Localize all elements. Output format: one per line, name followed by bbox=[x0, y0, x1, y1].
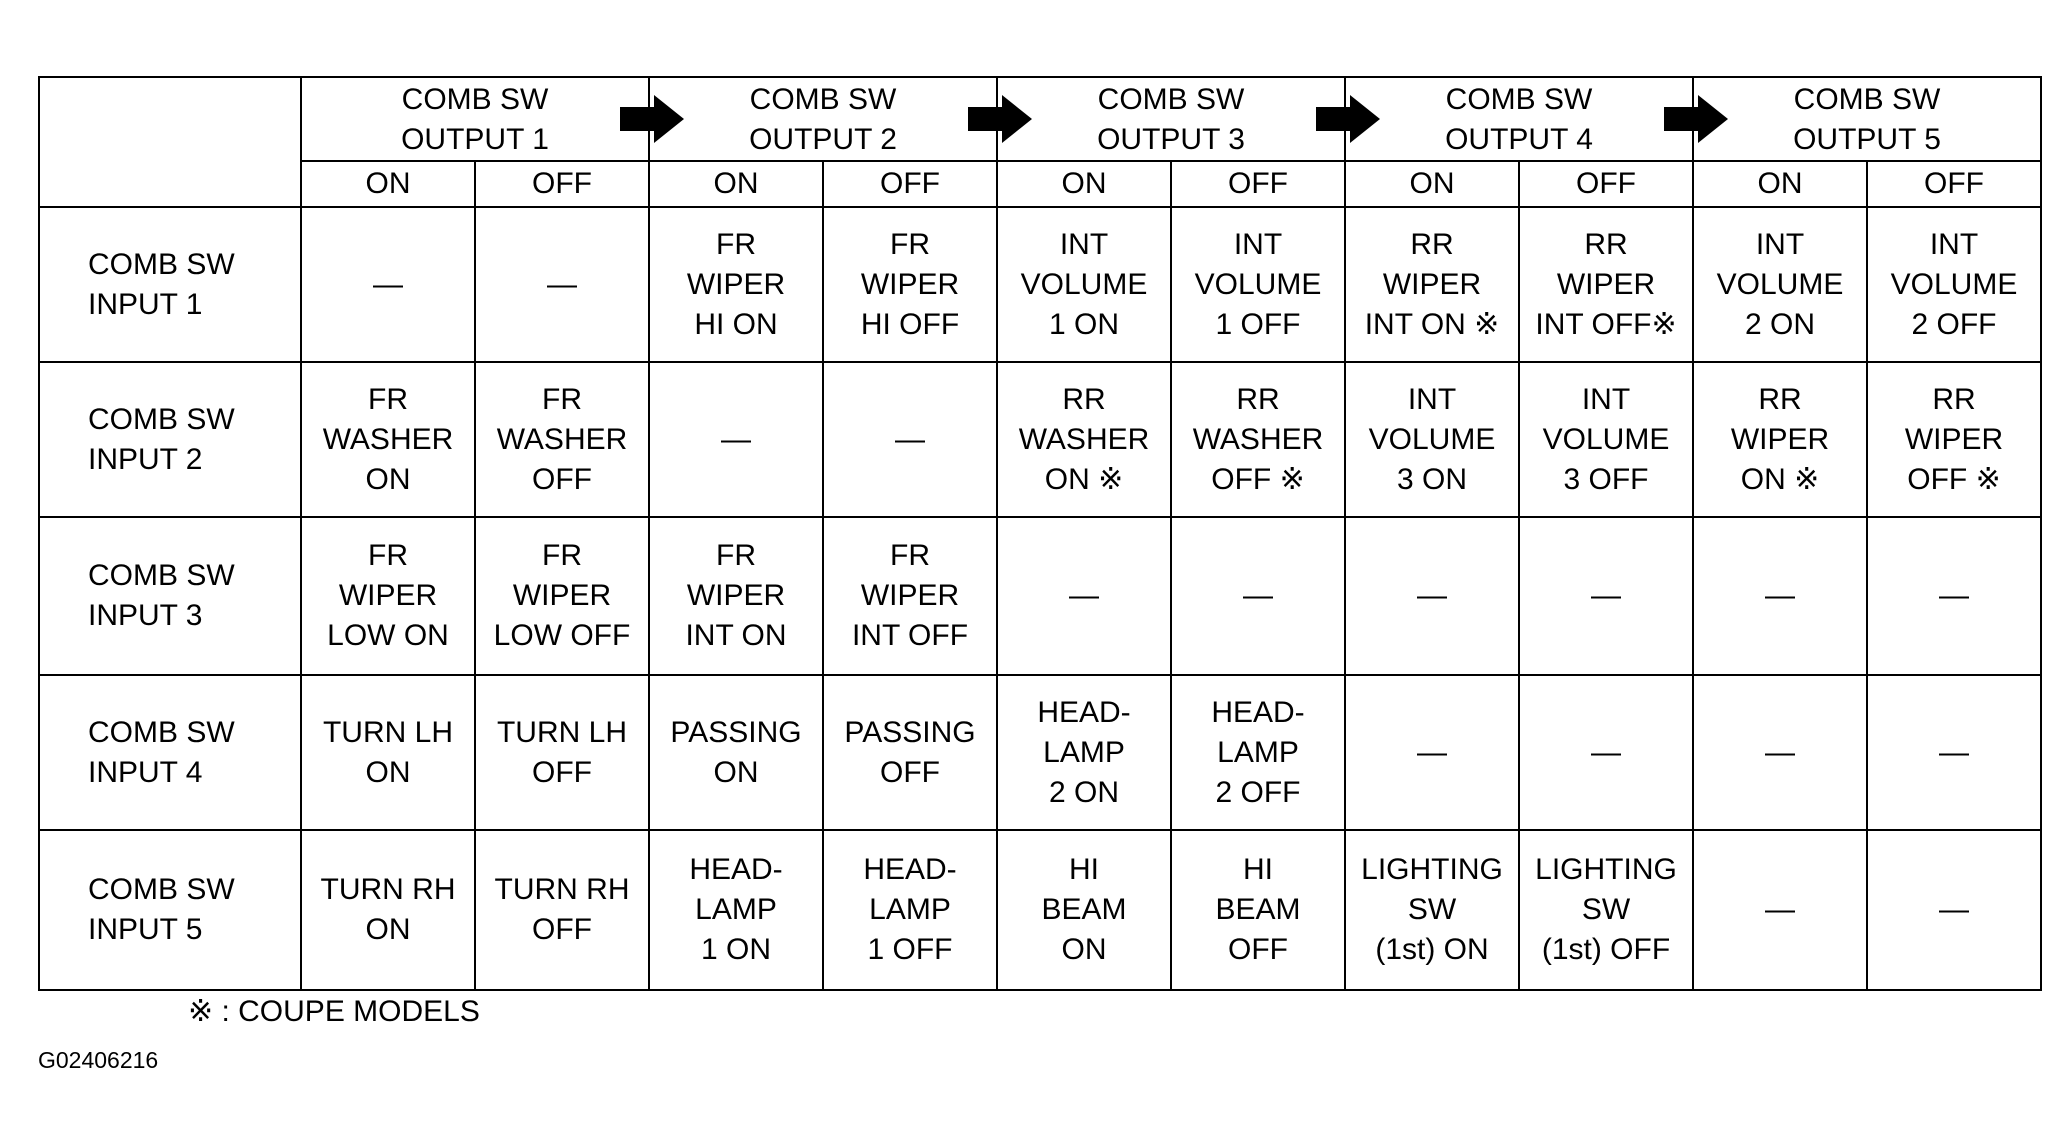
state-header: ON bbox=[1345, 161, 1519, 207]
table-cell: — bbox=[1693, 675, 1867, 830]
table-cell: INT VOLUME 3 ON bbox=[1345, 362, 1519, 517]
output-label: COMB SW OUTPUT 5 bbox=[1793, 83, 1941, 156]
table-cell: — bbox=[1519, 675, 1693, 830]
table-cell: — bbox=[301, 207, 475, 362]
state-header: ON bbox=[997, 161, 1171, 207]
table-row-input-5 bbox=[39, 830, 2041, 990]
table-cell: FR WIPER HI OFF bbox=[823, 207, 997, 362]
row-label: COMB SW INPUT 5 bbox=[39, 830, 301, 990]
row-label: COMB SW INPUT 3 bbox=[39, 517, 301, 675]
state-header: OFF bbox=[475, 161, 649, 207]
table-cell: FR WASHER OFF bbox=[475, 362, 649, 517]
table-cell: FR WASHER ON bbox=[301, 362, 475, 517]
table-cell: LIGHTING SW (1st) OFF bbox=[1519, 830, 1693, 990]
state-header: OFF bbox=[1519, 161, 1693, 207]
table-cell: — bbox=[1693, 830, 1867, 990]
table-cell: TURN LH OFF bbox=[475, 675, 649, 830]
table-cell: — bbox=[649, 362, 823, 517]
table-cell: — bbox=[1867, 830, 2041, 990]
table-cell: FR WIPER INT OFF bbox=[823, 517, 997, 675]
table-cell: — bbox=[997, 517, 1171, 675]
output-header-5 bbox=[1693, 77, 2041, 161]
table-cell: — bbox=[475, 207, 649, 362]
table-cell: LIGHTING SW (1st) ON bbox=[1345, 830, 1519, 990]
output-label: COMB SW OUTPUT 2 bbox=[749, 83, 897, 156]
output-header-3 bbox=[997, 77, 1345, 161]
table-cell: HEAD- LAMP 2 ON bbox=[997, 675, 1171, 830]
table-cell: RR WIPER ON ※ bbox=[1693, 362, 1867, 517]
table-cell: — bbox=[1867, 517, 2041, 675]
row-label: COMB SW INPUT 4 bbox=[39, 675, 301, 830]
right-arrow-icon bbox=[1316, 95, 1380, 143]
output-header-row bbox=[39, 77, 2041, 161]
state-header: OFF bbox=[823, 161, 997, 207]
output-label: COMB SW OUTPUT 1 bbox=[401, 83, 549, 156]
state-header-row bbox=[39, 161, 2041, 207]
right-arrow-icon bbox=[968, 95, 1032, 143]
table-cell: INT VOLUME 1 OFF bbox=[1171, 207, 1345, 362]
table-cell: RR WIPER INT OFF※ bbox=[1519, 207, 1693, 362]
table-cell: PASSING OFF bbox=[823, 675, 997, 830]
combination-switch-table bbox=[38, 76, 2042, 991]
table-cell: — bbox=[1867, 675, 2041, 830]
table-cell: — bbox=[1519, 517, 1693, 675]
table-cell: HEAD- LAMP 1 ON bbox=[649, 830, 823, 990]
table-cell: RR WASHER OFF ※ bbox=[1171, 362, 1345, 517]
table-cell: RR WIPER OFF ※ bbox=[1867, 362, 2041, 517]
table-cell: — bbox=[1171, 517, 1345, 675]
table-cell: TURN RH OFF bbox=[475, 830, 649, 990]
output-label: COMB SW OUTPUT 3 bbox=[1097, 83, 1245, 156]
output-header-4 bbox=[1345, 77, 1693, 161]
table-cell: HEAD- LAMP 2 OFF bbox=[1171, 675, 1345, 830]
table-cell: FR WIPER HI ON bbox=[649, 207, 823, 362]
table-cell: FR WIPER INT ON bbox=[649, 517, 823, 675]
corner-cell bbox=[39, 77, 301, 207]
table-cell: HI BEAM ON bbox=[997, 830, 1171, 990]
state-header: OFF bbox=[1867, 161, 2041, 207]
table-cell: HEAD- LAMP 1 OFF bbox=[823, 830, 997, 990]
table-row-input-4 bbox=[39, 675, 2041, 830]
table-cell: — bbox=[1345, 675, 1519, 830]
table-cell: — bbox=[1345, 517, 1519, 675]
table-row-input-1 bbox=[39, 207, 2041, 362]
table-cell: INT VOLUME 3 OFF bbox=[1519, 362, 1693, 517]
output-header-2 bbox=[649, 77, 997, 161]
right-arrow-icon bbox=[620, 95, 684, 143]
table-cell: INT VOLUME 2 OFF bbox=[1867, 207, 2041, 362]
table-cell: INT VOLUME 2 ON bbox=[1693, 207, 1867, 362]
row-label: COMB SW INPUT 1 bbox=[39, 207, 301, 362]
table-cell: HI BEAM OFF bbox=[1171, 830, 1345, 990]
state-header: ON bbox=[1693, 161, 1867, 207]
state-header: ON bbox=[649, 161, 823, 207]
table-cell: TURN LH ON bbox=[301, 675, 475, 830]
table-cell: — bbox=[823, 362, 997, 517]
table-cell: FR WIPER LOW ON bbox=[301, 517, 475, 675]
table-cell: PASSING ON bbox=[649, 675, 823, 830]
table-row-input-3 bbox=[39, 517, 2041, 675]
figure-id: G02406216 bbox=[38, 1047, 159, 1073]
table-row-input-2 bbox=[39, 362, 2041, 517]
table-cell: — bbox=[1693, 517, 1867, 675]
right-arrow-icon bbox=[1664, 95, 1728, 143]
output-label: COMB SW OUTPUT 4 bbox=[1445, 83, 1593, 156]
table-cell: INT VOLUME 1 ON bbox=[997, 207, 1171, 362]
table-cell: RR WIPER INT ON ※ bbox=[1345, 207, 1519, 362]
table-cell: TURN RH ON bbox=[301, 830, 475, 990]
row-label: COMB SW INPUT 2 bbox=[39, 362, 301, 517]
table-cell: FR WIPER LOW OFF bbox=[475, 517, 649, 675]
state-header: ON bbox=[301, 161, 475, 207]
state-header: OFF bbox=[1171, 161, 1345, 207]
footnote: ※ : COUPE MODELS bbox=[188, 995, 480, 1028]
table-cell: RR WASHER ON ※ bbox=[997, 362, 1171, 517]
output-header-1 bbox=[301, 77, 649, 161]
